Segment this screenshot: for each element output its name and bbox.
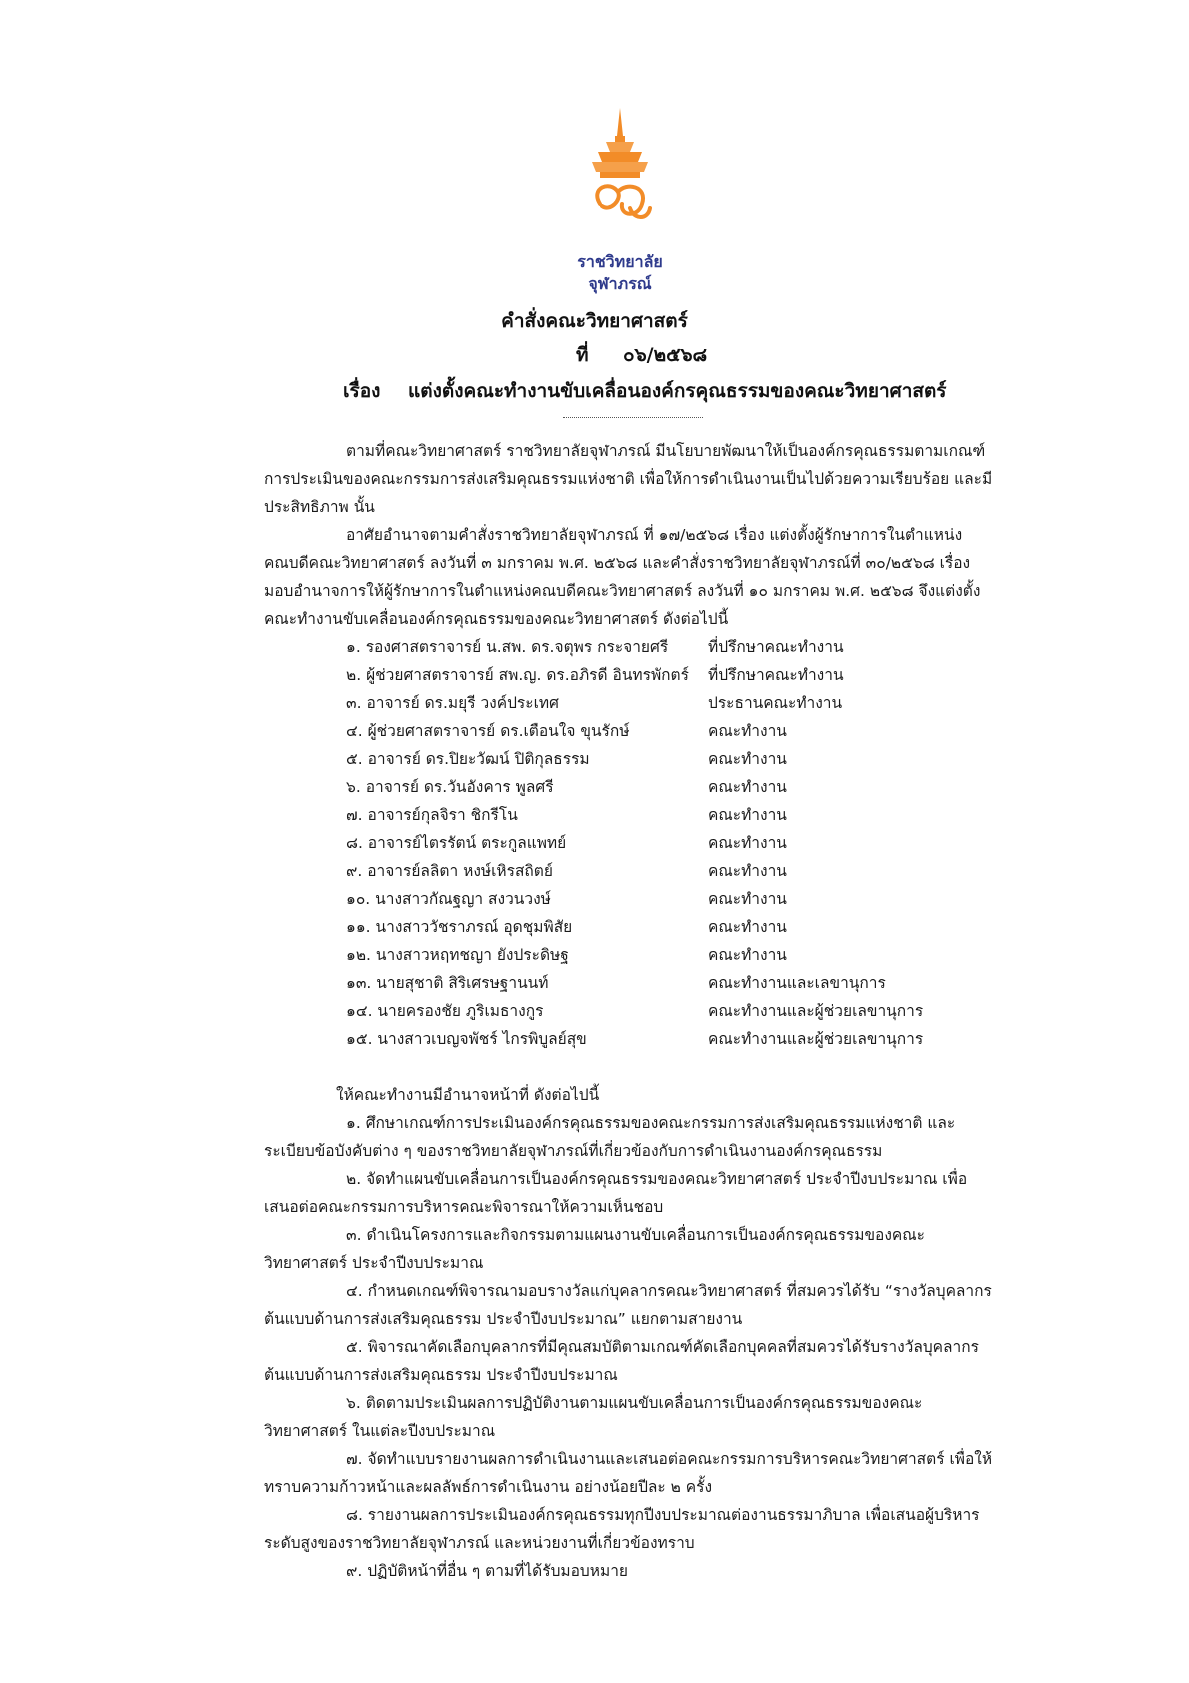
- member-name: ๓. อาจารย์ ดร.มยุรี วงค์ประเทศ: [346, 694, 559, 712]
- college-emblem-icon: [560, 108, 680, 238]
- duty-line: ๓. ดำเนินโครงการและกิจกรรมตามแผนงานขับเคลื่อนการเป็นองค์กรคุณธรรมของคณะ: [346, 1226, 925, 1244]
- duty-line: ๙. ปฏิบัติหน้าที่อื่น ๆ ตามที่ได้รับมอบหมาย: [346, 1562, 628, 1580]
- duty-line: ต้นแบบด้านการส่งเสริมคุณธรรม ประจำปีงบประมาณ: [264, 1366, 618, 1384]
- member-role: คณะทำงาน: [708, 834, 787, 852]
- duty-line: ๕. พิจารณาคัดเลือกบุคลากรที่มีคุณสมบัติตามเกณฑ์คัดเลือกบุคคลที่สมควรได้รับรางวัลบุคลากร: [346, 1338, 979, 1356]
- order-title: คำสั่งคณะวิทยาศาสตร์: [501, 310, 688, 332]
- duty-line: ๑. ศึกษาเกณฑ์การประเมินองค์กรคุณธรรมของคณะกรรมการส่งเสริมคุณธรรมแห่งชาติ และ: [346, 1114, 956, 1132]
- duty-line: เสนอต่อคณะกรรมการบริหารคณะพิจารณาให้ความเห็นชอบ: [264, 1198, 664, 1216]
- member-role: คณะทำงาน: [708, 918, 787, 936]
- member-role: คณะทำงาน: [708, 778, 787, 796]
- intro-p2-line: มอบอำนาจการให้ผู้รักษาการในตำแหน่งคณบดีคณะวิทยาศาสตร์ ลงวันที่ ๑๐ มกราคม พ.ศ. ๒๕๖๘ จึงแต่งตั้ง: [264, 582, 981, 600]
- subject-label: เรื่อง: [343, 380, 381, 402]
- duty-line: ๔. กำหนดเกณฑ์พิจารณามอบรางวัลแก่บุคลากรคณะวิทยาศาสตร์ ที่สมควรได้รับ “รางวัลบุคลากร: [346, 1282, 992, 1300]
- subject-value: แต่งตั้งคณะทำงานขับเคลื่อนองค์กรคุณธรรมของคณะวิทยาศาสตร์: [408, 380, 947, 402]
- member-role: คณะทำงานและผู้ช่วยเลขานุการ: [708, 1002, 924, 1020]
- member-name: ๑๕. นางสาวเบญจพัชร์ ไกรพิบูลย์สุข: [346, 1030, 587, 1048]
- member-role: ที่ปรึกษาคณะทำงาน: [708, 666, 844, 684]
- duties-heading: ให้คณะทำงานมีอำนาจหน้าที่ ดังต่อไปนี้: [336, 1086, 600, 1104]
- member-name: ๑๒. นางสาวหฤทชญา ยังประดิษฐ: [346, 946, 569, 964]
- member-name: ๑๑. นางสาววัชราภรณ์ อุดชุมพิสัย: [346, 918, 573, 936]
- intro-p1-line: ตามที่คณะวิทยาศาสตร์ ราชวิทยาลัยจุฬาภรณ์ มีนโยบายพัฒนาให้เป็นองค์กรคุณธรรมตามเกณฑ์: [346, 442, 986, 460]
- member-role: ที่ปรึกษาคณะทำงาน: [708, 638, 844, 656]
- member-role: คณะทำงาน: [708, 862, 787, 880]
- intro-p1-line: ประสิทธิภาพ นั้น: [264, 498, 375, 516]
- member-name: ๒. ผู้ช่วยศาสตราจารย์ สพ.ญ. ดร.อภิรดี อินทรพักตร์: [346, 666, 689, 684]
- member-name: ๑. รองศาสตราจารย์ น.สพ. ดร.จตุพร กระจายศรี: [346, 638, 669, 656]
- member-role: คณะทำงาน: [708, 890, 787, 908]
- duty-line: ๒. จัดทำแผนขับเคลื่อนการเป็นองค์กรคุณธรรมของคณะวิทยาศาสตร์ ประจำปีงบประมาณ เพื่อ: [346, 1170, 968, 1188]
- member-name: ๘. อาจารย์ไตรรัตน์ ตระกูลแพทย์: [346, 834, 567, 852]
- intro-p1-line: การประเมินของคณะกรรมการส่งเสริมคุณธรรมแห่งชาติ เพื่อให้การดำเนินงานเป็นไปด้วยความเรียบร้อย และมี: [264, 470, 993, 488]
- intro-p2-line: อาศัยอำนาจตามคำสั่งราชวิทยาลัยจุฬาภรณ์ ที่ ๑๗/๒๕๖๘ เรื่อง แต่งตั้งผู้รักษาการในตำแหน่ง: [346, 526, 963, 544]
- member-name: ๙. อาจารย์ลลิตา หงษ์เหิรสถิตย์: [346, 862, 553, 880]
- member-name: ๖. อาจารย์ ดร.วันอังคาร พูลศรี: [346, 778, 554, 796]
- member-name: ๗. อาจารย์กุลจิรา ชิกรีโน: [346, 806, 518, 824]
- member-role: คณะทำงานและเลขานุการ: [708, 974, 886, 992]
- member-role: คณะทำงาน: [708, 806, 787, 824]
- order-number-value: ๐๖/๒๕๖๘: [623, 344, 708, 366]
- member-name: ๑๐. นางสาวกัณฐญา สงวนวงษ์: [346, 890, 551, 908]
- duty-line: วิทยาศาสตร์ ประจำปีงบประมาณ: [264, 1254, 484, 1272]
- order-number-label: ที่: [576, 344, 589, 366]
- member-role: คณะทำงาน: [708, 722, 787, 740]
- duty-line: ทราบความก้าวหน้าและผลลัพธ์การดำเนินงาน อย่างน้อยปีละ ๒ ครั้ง: [264, 1478, 713, 1496]
- logo-text-line1: ราชวิทยาลัย: [577, 252, 663, 271]
- duty-line: ๗. จัดทำแบบรายงานผลการดำเนินงานและเสนอต่อคณะกรรมการบริหารคณะวิทยาศาสตร์ เพื่อให้: [346, 1450, 993, 1468]
- duty-line: ระดับสูงของราชวิทยาลัยจุฬาภรณ์ และหน่วยงานที่เกี่ยวข้องทราบ: [264, 1534, 695, 1552]
- duty-line: ๘. รายงานผลการประเมินองค์กรคุณธรรมทุกปีงบประมาณต่องานธรรมาภิบาล เพื่อเสนอผู้บริหาร: [346, 1506, 980, 1524]
- member-role: คณะทำงาน: [708, 750, 787, 768]
- duty-line: ต้นแบบด้านการส่งเสริมคุณธรรม ประจำปีงบประมาณ” แยกตามสายงาน: [264, 1310, 743, 1328]
- member-role: คณะทำงาน: [708, 946, 787, 964]
- logo-text-line2: จุฬาภรณ์: [588, 274, 652, 293]
- member-name: ๑๓. นายสุชาติ สิริเศรษฐานนท์: [346, 974, 549, 992]
- member-name: ๕. อาจารย์ ดร.ปิยะวัฒน์ ปิติกุลธรรม: [346, 750, 590, 768]
- duty-line: ๖. ติดตามประเมินผลการปฏิบัติงานตามแผนขับเคลื่อนการเป็นองค์กรคุณธรรมของคณะ: [346, 1394, 923, 1412]
- member-name: ๑๔. นายครองชัย ภูริเมธางกูร: [346, 1002, 544, 1020]
- intro-p2-line: คณะทำงานขับเคลื่อนองค์กรคุณธรรมของคณะวิทยาศาสตร์ ดังต่อไปนี้: [264, 610, 729, 628]
- duty-line: ระเบียบข้อบังคับต่าง ๆ ของราชวิทยาลัยจุฬาภรณ์ที่เกี่ยวข้องกับการดำเนินงานองค์กรคุณธรรม: [264, 1142, 883, 1160]
- member-role: ประธานคณะทำงาน: [708, 694, 843, 712]
- intro-p2-line: คณบดีคณะวิทยาศาสตร์ ลงวันที่ ๓ มกราคม พ.ศ. ๒๕๖๘ และคำสั่งราชวิทยาลัยจุฬาภรณ์ที่ ๓๐/๒๕๖๘ เรื่อง: [264, 554, 971, 572]
- member-name: ๔. ผู้ช่วยศาสตราจารย์ ดร.เตือนใจ ขุนรักษ์: [346, 722, 630, 740]
- dotted-divider: [563, 416, 703, 418]
- duty-line: วิทยาศาสตร์ ในแต่ละปีงบประมาณ: [264, 1422, 496, 1440]
- member-role: คณะทำงานและผู้ช่วยเลขานุการ: [708, 1030, 924, 1048]
